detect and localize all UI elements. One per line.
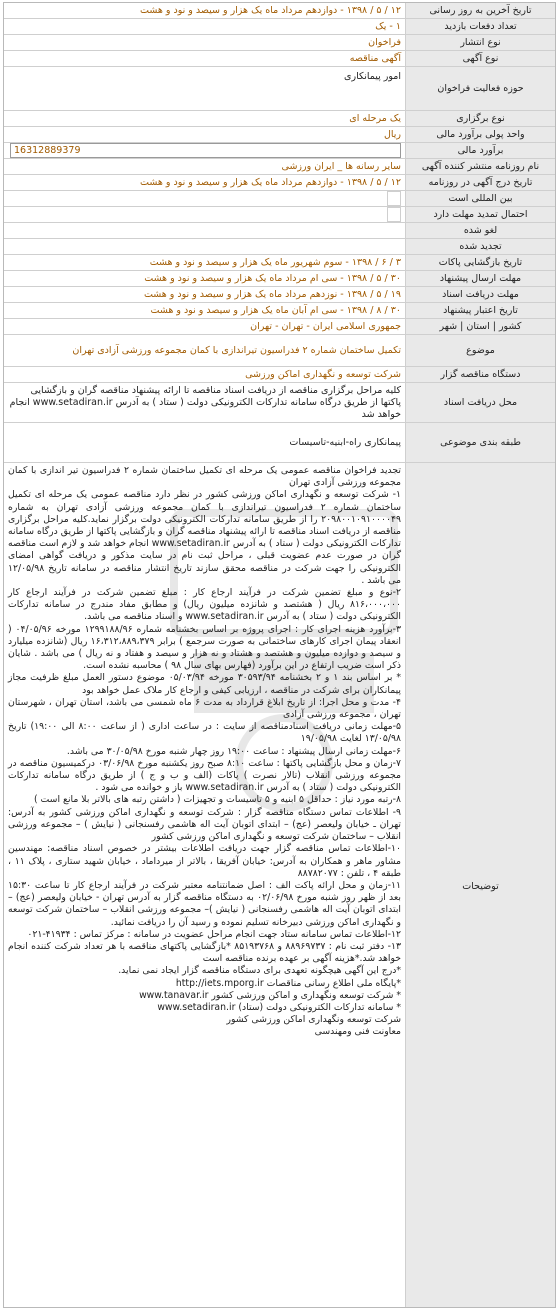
label-cancelled: لغو شده [405,223,555,238]
value-last-update: ۱۲ / ۵ / ۱۳۹۸ - دوازدهم مرداد ماه یک هزار و سیصد و نود و هشت [140,5,401,16]
row-submit-deadline [4,271,555,287]
label-organizer: دستگاه مناقصه گزار [405,367,555,382]
row-last-update [4,3,555,19]
desc-paragraph: ۱۲-اطلاعات تماس سامانه ستاد جهت انجام مراحل عضویت در سامانه : مرکز تماس : ۴۱۹۳۴-۰۲۱ [27,928,401,940]
row-activity-field [4,67,555,111]
value-submit-deadline: ۳۰ / ۵ / ۱۳۹۸ - سی ام مرداد ماه یک هزار و سیصد و نود و هشت [144,273,401,284]
label-description: توضیحات [405,463,555,1308]
value-ad-type: آگهی مناقصه [349,53,401,64]
label-newspaper-date: تاریخ درج آگهی در روزنامه [405,175,555,190]
label-visit-count: تعداد دفعات بازدید [405,19,555,34]
value-visit-count: ۱ - یک [375,21,401,32]
row-opening-date [4,255,555,271]
label-opening-date: تاریخ بازگشایی پاکات [405,255,555,270]
label-validity-date: تاریخ اعتبار پیشنهاد [405,303,555,318]
label-holding-type: نوع برگزاری [405,111,555,126]
value-validity-date: ۳۰ / ۸ / ۱۳۹۸ - سی ام آبان ماه یک هزار و سیصد و نود و هشت [150,305,401,316]
label-extension: احتمال تمدید مهلت دارد [405,207,555,222]
tender-detail-sheet [3,2,556,1308]
label-estimate: برآورد مالی [405,143,555,158]
description-text [4,463,405,1308]
label-activity-field: حوزه فعالیت فراخوان [405,67,555,110]
value-subject: تکمیل ساختمان شماره ۲ فدراسیون تیراندازی با کمان مجموعه ورزشی آزادی تهران [72,345,401,356]
row-visit-count [4,19,555,35]
desc-paragraph: ۱- شرکت توسعه و نگهداری اماکن ورزشی کشور در نظر دارد مناقصه عمومی یک مرحله ای تکمیل ساختمان شماره ۲ فدراسیون تیراندازی با کمان مجموعه ورزشی آزادی تهران به شماره ۲۰۹۸۰۰۱۰۹۱۰۰۰۰۴۹ را از طریق سامانه تدارکات الکترونیکی دولت برگزار نماید.کلیه مراحل برگزاری مناقصه از دریافت اسناد مناقصه تا ارائه پیشنهاد مناقصه گران و بازگشایی پاکتها از طریق درگاه سامانه تدارکات الکترونیکی دولت ( ستاد ) به آدرس www.setadiran.ir انجام خواهد شد و لازم است مناقصه گران در صورت عدم عضویت قبلی ، مراحل ثبت نام در سایت مذکور و دریافت گواهی امضای الکترونیکی را جهت شرکت در مناقصه محقق سازند تاریخ انتشار مناقصه در سامانه تاریخ ۱۲/۰۵/۹۸ می باشد . [8,489,401,586]
row-currency [4,127,555,143]
desc-paragraph: ۸-رتبه مورد نیاز : حداقل ۵ ابنیه و ۵ تاسیسات و تجهیزات ( داشتن رتبه های بالاتر بلا مانع است ) [33,794,401,806]
label-currency: واحد پولی برآورد مالی [405,127,555,142]
row-cancelled [4,223,555,239]
desc-paragraph: شرکت توسعه ونگهداری اماکن ورزشی کشور [226,1014,401,1026]
value-opening-date: ۳ / ۶ / ۱۳۹۸ - سوم شهریور ماه یک هزار و سیصد و نود و هشت [149,257,401,268]
desc-paragraph: معاونت فنی ومهندسی [314,1026,401,1038]
value-publish-type: فراخوان [368,37,401,48]
estimate-amount: 16312889379 [10,143,401,158]
value-docs-deadline: ۱۹ / ۵ / ۱۳۹۸ - نوزدهم مرداد ماه یک هزار و سیصد و نود و هشت [143,289,401,300]
desc-paragraph: ۱۱-زمان و محل ارائه پاکت الف : اصل ضمانتنامه معتبر شرکت در فرآیند ارجاع کار تا ساعت ۱۵:۳۰ بعد از ظهر روز شنبه مورخ ۰۲/۰۶/۹۸ به دستگاه مناقصه گزار به آدرس تهران - خیابان ولیعصر (عج) – ابتدای اتوبان آیت اله هاشمی رفسنجانی ( نیایش )– مجموعه ورزشی انقلاب – ساختمان شرکت توسعه و نگهداری اماکن ورزشی دبیرخانه تسلیم نموده و رسید آن را دریافت نمائید. [8,879,401,928]
value-newspaper: سایر رسانه ها _ ایران ورزشی [281,161,401,172]
label-international: بین المللی است [405,191,555,206]
row-location [4,319,555,335]
value-organizer: شرکت توسعه و نگهداری اماکن ورزشی [245,369,401,380]
desc-paragraph: ۹- اطلاعات تماس دستگاه مناقصه گزار : شرکت توسعه و نگهداری اماکن ورزشی کشور به آدرس: تهران ـ خیابان ولیعصر (عج) – ابتدای اتوبان آیت اله هاشمی رفسنجانی ( نیایش ) – مجموعه ورزشی انقلاب – ساختمان شرکت توسعه و نگهداری اماکن ورزشی کشور [8,806,401,843]
row-publish-type [4,35,555,51]
row-estimate [4,143,555,159]
label-newspaper: نام روزنامه منتشر کننده آگهی [405,159,555,174]
desc-paragraph: *پایگاه ملی اطلاع رسانی مناقصات http://iets.mporg.ir [175,977,401,989]
desc-paragraph: ۱۳- دفتر ثبت نام : ۸۸۹۶۹۷۳۷ و ۸۵۱۹۳۷۶۸ *بازگشایی پاکتهای مناقصه با هر تعداد شرکت کننده انجام خواهد شد.*هزینه آگهی بر عهده برنده مناقصه است [8,940,401,965]
desc-paragraph: ۴- مدت و محل اجرا: از تاریخ ابلاغ قرارداد به مدت ۶ ماه شمسی می باشد، استان تهران ، شهرستان تهران ، مجموعه ورزشی آزادی [8,696,401,721]
value-renewed [4,239,405,254]
value-currency: ریال [383,129,401,140]
value-extension [4,207,405,222]
label-publish-type: نوع انتشار [405,35,555,50]
value-international [4,191,405,206]
desc-paragraph: تجدید فراخوان مناقصه عمومی یک مرحله ای تکمیل ساختمان شماره ۲ فدراسیون تیر اندازی با کمان مجموعه ورزشی آزادی تهران [8,465,401,489]
label-location: کشور | استان | شهر [405,319,555,334]
extension-checkbox [387,207,401,222]
value-cancelled [4,223,405,238]
row-category [4,423,555,463]
label-last-update: تاریخ آخرین به روز رسانی [405,3,555,18]
row-docs-place [4,383,555,423]
desc-paragraph: * شرکت توسعه ونگهداری و اماکن ورزشی کشور www.tanavar.ir [139,989,401,1001]
desc-paragraph: *درج این آگهی هیچگونه تعهدی برای دستگاه مناقصه گزار ایجاد نمی نماید. [118,965,401,977]
label-category: طبقه بندی موضوعی [405,423,555,462]
international-checkbox [387,191,401,206]
row-holding-type [4,111,555,127]
row-docs-deadline [4,287,555,303]
value-holding-type: یک مرحله ای [349,113,401,124]
row-extension [4,207,555,223]
row-ad-type [4,51,555,67]
label-renewed: تجدید شده [405,239,555,254]
label-ad-type: نوع آگهی [405,51,555,66]
desc-paragraph: ۱۰-اطلاعات تماس مناقصه گزار جهت دریافت اطلاعات بیشتر در خصوص اسناد مناقصه: مهندسین مشاور ماهر و همکاران به آدرس: خیابان آفریقا ، بالاتر از میرداماد ، خیابان شهید ستاری ، پلاک ۱۱ ، طبقه ۴ ، تلفن : ۸۸۷۸۲۰۷۷ [8,843,401,879]
desc-paragraph: ۵-مهلت زمانی دریافت اسنادمناقصه از سایت : در ساعت اداری ( از ساعت ۸:۰۰ الی ۱۹:۰۰) تاریخ ۱۳/۰۵/۹۸ لغایت ۱۹/۰۵/۹۸ [8,721,402,745]
row-newspaper [4,159,555,175]
value-docs-place: کلیه مراحل برگزاری مناقصه از دریافت اسناد مناقصه تا ارائه پیشنهاد مناقصه گران و بازگشایی پاکتها از طریق درگاه سامانه تدارکات الکترونیکی دولت ( ستاد ) به آدرس www.setadiran.ir انجام خواهد شد [9,385,401,420]
value-category: پیمانکاری راه-ابنیه-تاسیسات [289,437,401,448]
desc-paragraph: * سامانه تدارکات الکترونیکی دولت (ستاد) www.setadiran.ir [157,1001,401,1013]
value-estimate [4,143,405,158]
label-submit-deadline: مهلت ارسال پیشنهاد [405,271,555,286]
label-subject: موضوع [405,335,555,366]
label-docs-deadline: مهلت دریافت اسناد [405,287,555,302]
desc-paragraph: ۳-برآورد هزینه اجرای کار : اجرای پروژه بر اساس بخشنامه شماره ۱۲۹۹۱۸۸/۹۶ مورخه ۰۴/۰۵/۹۶ ( انعقاد پیمان اجرای کارهای ساختمانی به صورت سرجمع ) برابر ۱۶،۳۱۲،۸۸۹،۳۷۹ ریال (شانزده میلیارد و سیصد و دوازده میلیون و هشتصد و هشتاد و نه هزار و سیصد و هفتاد و نه ریال ) می باشد . شایان ذکر است ضریب ارتفاع در این برآورد (فهارس بهای سال ۹۸ ) محاسبه نشده است. [8,623,401,672]
desc-paragraph: ۶-مهلت زمانی ارسال پیشنهاد : ساعت ۱۹:۰۰ روز چهار شنبه مورخ ۳۰/۰۵/۹۸ می باشد. [66,745,401,757]
row-newspaper-date [4,175,555,191]
label-docs-place: محل دریافت اسناد [405,383,555,422]
value-location: جمهوری اسلامی ایران - تهران - تهران [250,321,401,332]
row-renewed [4,239,555,255]
row-validity-date [4,303,555,319]
desc-paragraph: ۷-زمان و محل بازگشایی پاکتها : ساعت ۸:۱۰ صبح روز یکشنبه مورخ ۰۳/۰۶/۹۸ درکمیسیون مناقصه در مجموعه ورزشی انقلاب (تالار نصرت ) پاکات (الف و ب و ج ) از طریق درگاه سامانه تدارکات الکترونیکی دولت ( ستاد ) به آدرس www.setadiran.ir باز و خوانده می شود . [8,757,401,794]
value-activity-field: امور پیمانکاری [344,71,401,82]
row-subject [4,335,555,367]
row-international [4,191,555,207]
desc-paragraph: * بر اساس بند ۱ و ۲ بخشنامه ۳۰۵۹۳/۹۴ مورخه ۰۵/۰۳/۹۴ موضوع دستور العمل مبلغ ظرفیت مجاز پیمانکاران برای شرکت در مناقصه ، ارزیابی کیفی و ارجاع کار ملاک عمل خواهد بود [8,672,401,696]
value-newspaper-date: ۱۲ / ۵ / ۱۳۹۸ - دوازدهم مرداد ماه یک هزار و سیصد و نود و هشت [140,177,401,188]
desc-paragraph: ۲-نوع و مبلغ تضمین شرکت در فرآیند ارجاع کار : مبلغ تضمین شرکت در فرآیند ارجاع کار ۸۱۶،۰۰۰،۰۰۰ ریال ( هشتصد و شانزده میلیون ریال) و مطابق مفاد مندرج در سامانه تدارکات الکترونیکی دولت ( ستاد ) به آدرس www.setadiran.ir و اسناد مناقصه می باشد. [8,587,401,623]
row-organizer [4,367,555,383]
